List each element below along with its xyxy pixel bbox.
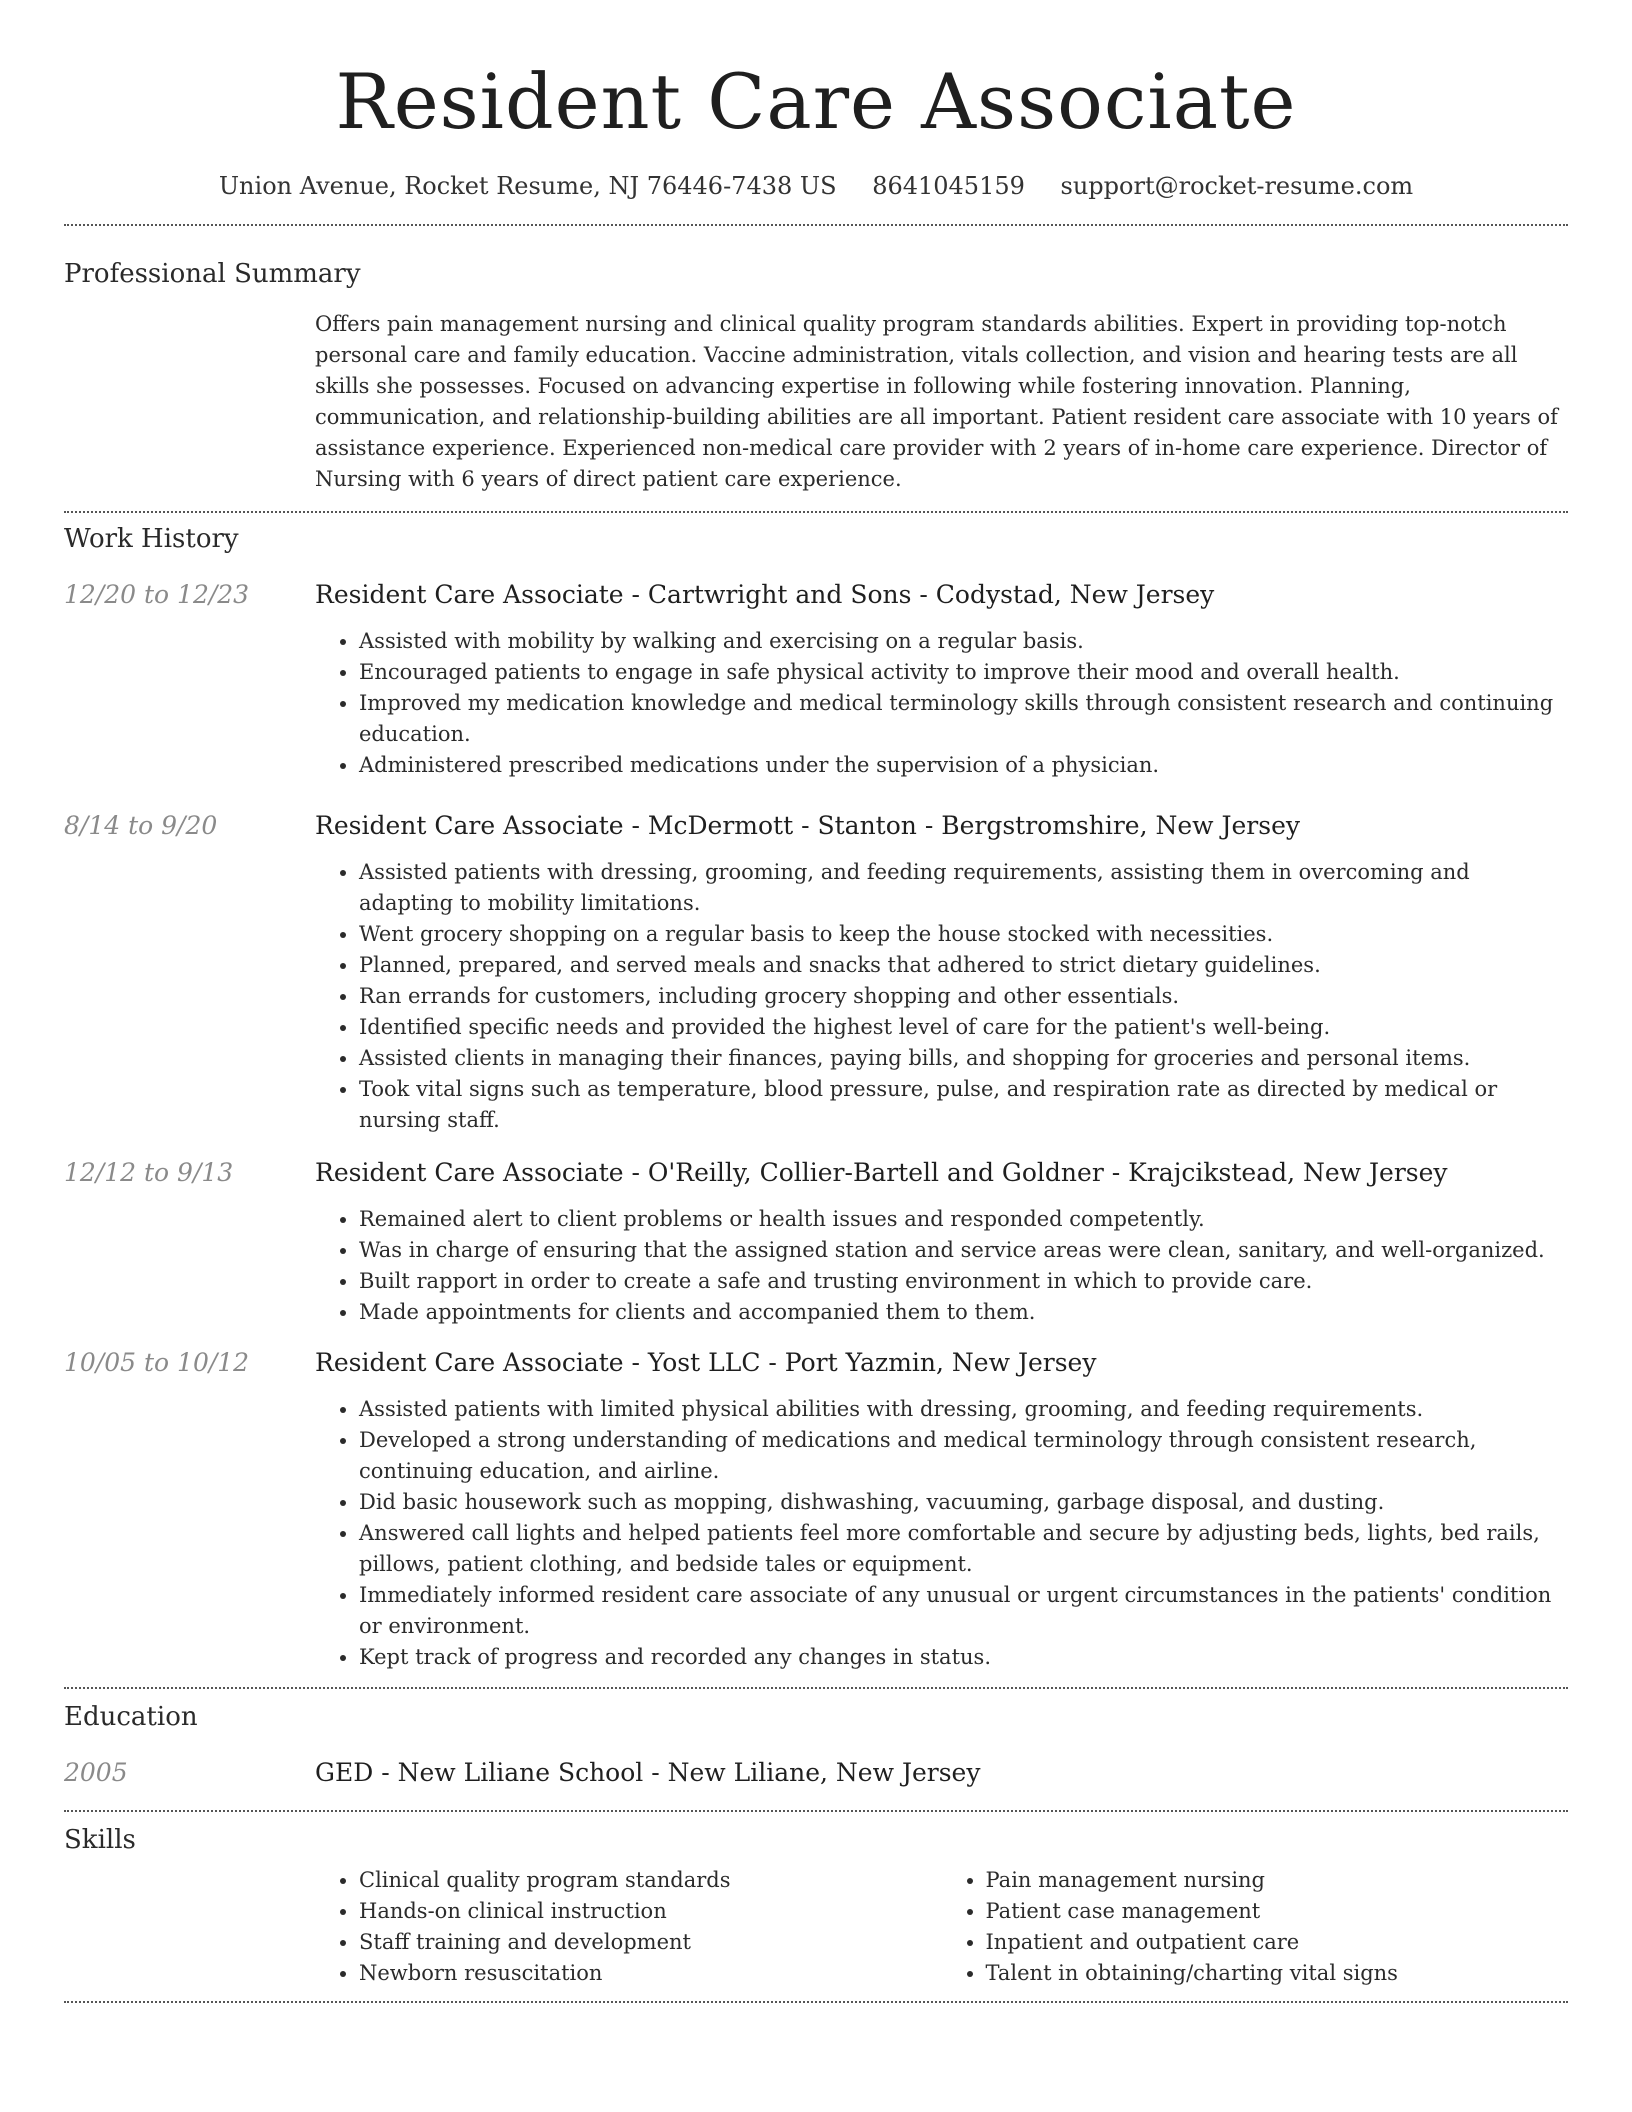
job-bullet: • Remained alert to client problems or health issues and responded competently. <box>359 1204 1568 1235</box>
job-bullet: • Was in charge of ensuring that the assigned station and service areas were clean, sanitary, and well-organized. <box>359 1235 1568 1266</box>
job-dates: 10/05 to 10/12 <box>64 1348 250 1377</box>
job-bullet: • Built rapport in order to create a safe and trusting environment in which to provide care. <box>359 1266 1568 1297</box>
job-bullet: • Took vital signs such as temperature, blood pressure, pulse, and respiration rate as directed by medical or nursing staff. <box>359 1074 1568 1136</box>
summary-left-spacer <box>64 309 315 495</box>
education-year: 2005 <box>64 1758 128 1787</box>
job-bullet: • Kept track of progress and recorded any changes in status. <box>359 1642 1568 1673</box>
job-details <box>315 809 1568 1136</box>
summary-row <box>64 309 1568 495</box>
contact-email: support@rocket-resume.com <box>1060 172 1414 200</box>
contact-phone: 8641045159 <box>872 172 1025 200</box>
education-details <box>315 1756 1568 1790</box>
skills-row <box>64 1865 1568 1989</box>
skill-item: • Newborn resuscitation <box>359 1958 942 1989</box>
divider <box>64 2001 1568 2003</box>
job-bullet: • Administered prescribed medications under the supervision of a physician. <box>359 750 1568 781</box>
divider <box>64 224 1568 226</box>
job-bullet: • Assisted patients with dressing, grooming, and feeding requirements, assisting them in overcoming and adapting to mobility limitations. <box>359 857 1568 919</box>
job-bullet: • Identified specific needs and provided the highest level of care for the patient's well-being. <box>359 1012 1568 1043</box>
job-bullets <box>315 1204 1568 1328</box>
skills-left-spacer <box>64 1865 315 1989</box>
job-bullet: • Developed a strong understanding of medications and medical terminology through consistent research, continuing education, and airline. <box>359 1425 1568 1487</box>
job-bullet: • Ran errands for customers, including grocery shopping and other essentials. <box>359 981 1568 1012</box>
job-dates: 8/14 to 9/20 <box>64 811 218 840</box>
divider <box>64 511 1568 513</box>
job-bullet: • Immediately informed resident care associate of any unusual or urgent circumstances in the patients' condition or environment. <box>359 1580 1568 1642</box>
job-title: Resident Care Associate - McDermott - Stanton - Bergstromshire, New Jersey <box>315 811 1301 840</box>
skills-list-left <box>315 1865 942 1989</box>
job-title: Resident Care Associate - O'Reilly, Collier-Bartell and Goldner - Krajcikstead, New Jersey <box>315 1158 1448 1187</box>
section-title-work-history: Work History <box>64 524 239 554</box>
job-dates: 12/12 to 9/13 <box>64 1158 234 1187</box>
job-bullet: • Planned, prepared, and served meals and snacks that adhered to strict dietary guidelines. <box>359 950 1568 981</box>
job-entry <box>64 1156 1568 1328</box>
section-title-summary: Professional Summary <box>64 259 361 289</box>
job-bullets <box>315 857 1568 1136</box>
contact-address: Union Avenue, Rocket Resume, NJ 76446-7438 US <box>218 172 837 200</box>
summary-body <box>315 309 1568 495</box>
resume-name-heading: Resident Care Associate <box>335 57 1297 146</box>
skill-item: • Inpatient and outpatient care <box>986 1927 1569 1958</box>
job-bullet: • Went grocery shopping on a regular basis to keep the house stocked with necessities. <box>359 919 1568 950</box>
section-title-skills: Skills <box>64 1825 136 1855</box>
education-entry <box>64 1756 1568 1790</box>
section-title-education: Education <box>64 1702 198 1732</box>
job-bullets <box>315 626 1568 781</box>
job-details <box>315 578 1568 781</box>
job-bullets <box>315 1394 1568 1673</box>
skills-list-right <box>942 1865 1569 1989</box>
job-details <box>315 1346 1568 1673</box>
job-bullet: • Assisted with mobility by walking and exercising on a regular basis. <box>359 626 1568 657</box>
skill-item: • Pain management nursing <box>986 1865 1569 1896</box>
skill-item: • Patient case management <box>986 1896 1569 1927</box>
skill-item: • Clinical quality program standards <box>359 1865 942 1896</box>
job-bullet: • Assisted patients with limited physical abilities with dressing, grooming, and feeding requirements. <box>359 1394 1568 1425</box>
skill-item: • Talent in obtaining/charting vital signs <box>986 1958 1569 1989</box>
job-bullet: • Answered call lights and helped patients feel more comfortable and secure by adjusting beds, lights, bed rails, pillows, patient clothing, and bedside tales or equipment. <box>359 1518 1568 1580</box>
job-details <box>315 1156 1568 1328</box>
job-bullet: • Made appointments for clients and accompanied them to them. <box>359 1297 1568 1328</box>
job-title: Resident Care Associate - Yost LLC - Port Yazmin, New Jersey <box>315 1348 1097 1377</box>
job-entry <box>64 809 1568 1136</box>
education-title: GED - New Liliane School - New Liliane, New Jersey <box>315 1758 981 1787</box>
divider <box>64 1687 1568 1689</box>
job-title: Resident Care Associate - Cartwright and Sons - Codystad, New Jersey <box>315 580 1215 609</box>
job-bullet: • Encouraged patients to engage in safe physical activity to improve their mood and overall health. <box>359 657 1568 688</box>
summary-text: Offers pain management nursing and clinical quality program standards abilities. Expert in providing top-notch personal care and family education. Vaccine administration, vitals collection, and vision and hearing tests are all skills she possesses. Focused on advancing expertise in following while fostering innovation. Planning, communication, and relationship-building abilities are all important. Patient resident care associate with 10 years of assistance experience. Experienced non-medical care provider with 2 years of in-home care experience. Director of Nursing with 6 years of direct patient care experience. <box>315 312 1558 491</box>
job-entry <box>64 1346 1568 1673</box>
contact-line <box>64 170 1568 202</box>
job-entry <box>64 578 1568 781</box>
job-bullet: • Did basic housework such as mopping, dishwashing, vacuuming, garbage disposal, and dusting. <box>359 1487 1568 1518</box>
divider <box>64 1810 1568 1812</box>
job-bullet: • Assisted clients in managing their finances, paying bills, and shopping for groceries and personal items. <box>359 1043 1568 1074</box>
skill-item: • Hands-on clinical instruction <box>359 1896 942 1927</box>
job-bullet: • Improved my medication knowledge and medical terminology skills through consistent research and continuing education. <box>359 688 1568 750</box>
skill-item: • Staff training and development <box>359 1927 942 1958</box>
skills-grid <box>315 1865 1568 1989</box>
job-dates: 12/20 to 12/23 <box>64 580 250 609</box>
